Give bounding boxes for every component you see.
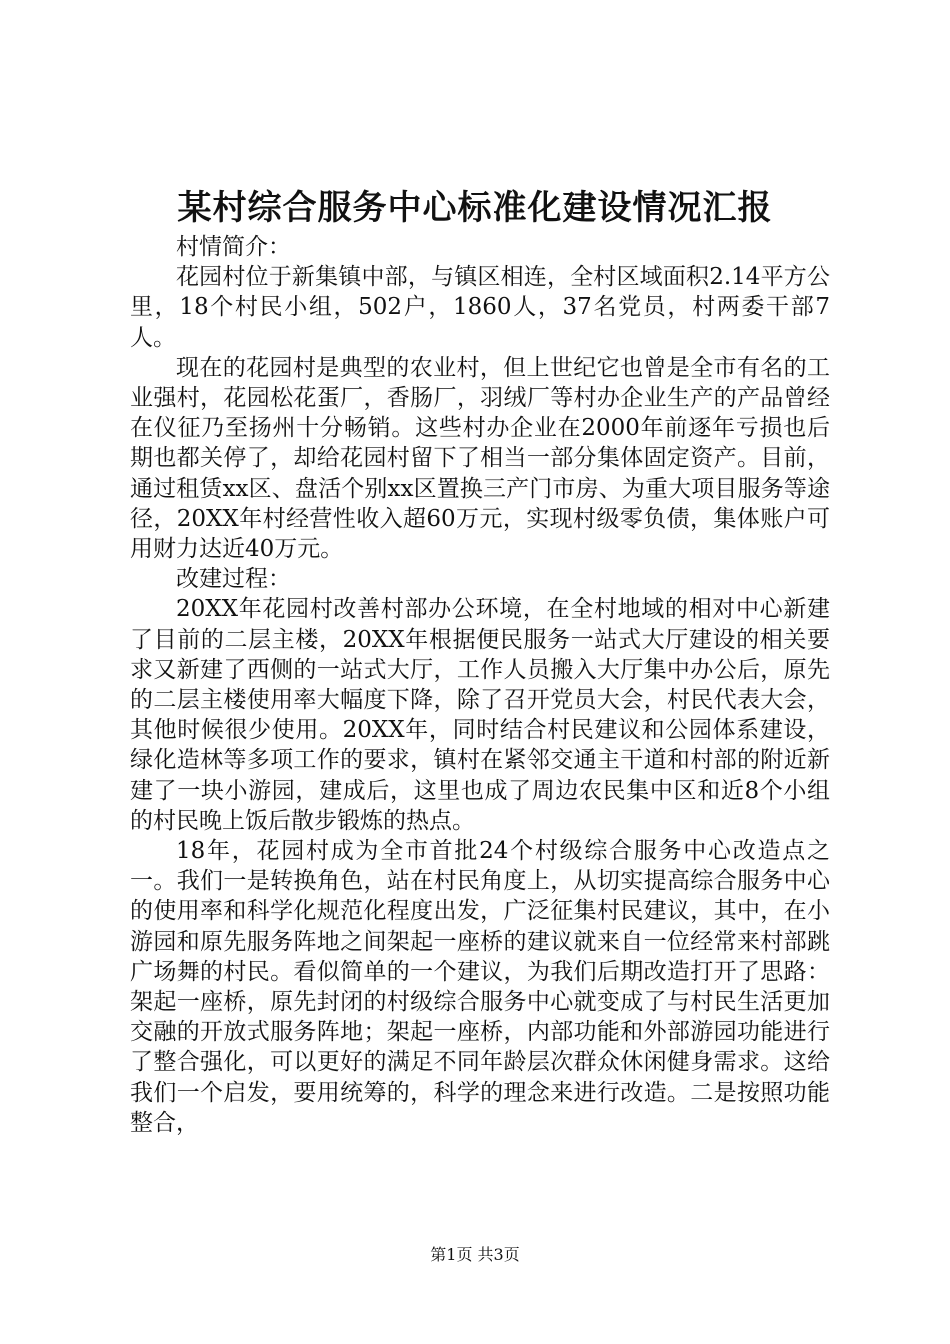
paragraph-renovation-background: 20XX年花园村改善村部办公环境，在全村地域的相对中心新建了目前的二层主楼，20XX年根据便民服务一站式大厅建设的相关要求又新建了西侧的一站式大厅，工作人员搬入大厅集中办公后，原先的二层主楼使用率大幅度下降，除了召开党员大会，村民代表大会，其他时候很少使用。20XX年，同时结合村民建议和公园体系建设，绿化造林等多项工作的要求，镇村在紧邻交通主干道和村部的附近新建了一块小游园，建成后，这里也成了周边农民集中区和近8个小组的村民晚上饭后散步锻炼的热点。 xyxy=(130,596,830,834)
paragraph-village-overview: 花园村位于新集镇中部，与镇区相连，全村区域面积2.14平方公里，18个村民小组，502户，1860人，37名党员，村两委干部7人。 xyxy=(130,264,830,351)
paragraph-renovation-approach: 18年，花园村成为全市首批24个村级综合服务中心改造点之一。我们一是转换角色，站在村民角度上，从切实提高综合服务中心的使用率和科学化规范化程度出发，广泛征集村民建议，其中，在小游园和原先服务阵地之间架起一座桥的建议就来自一位经常来村部跳广场舞的村民。看似简单的一个建议，为我们后期改造打开了思路：架起一座桥，原先封闭的村级综合服务中心就变成了与村民生活更加交融的开放式服务阵地；架起一座桥，内部功能和外部游园功能进行了整合强化，可以更好的满足不同年龄层次群众休闲健身需求。这给我们一个启发，要用统筹的，科学的理念来进行改造。二是按照功能整合， xyxy=(130,838,830,1136)
section-heading-village-profile: 村情简介： xyxy=(176,234,291,260)
page-number-footer: 第1页 共3页 xyxy=(430,1245,520,1264)
document-body xyxy=(130,232,830,1138)
document-title: 某村综合服务中心标准化建设情况汇报 xyxy=(177,188,773,228)
section-heading-renovation-process: 改建过程： xyxy=(176,566,291,593)
paragraph-village-history: 现在的花园村是典型的农业村，但上世纪它也曾是全市有名的工业强村，花园松花蛋厂，香肠厂，羽绒厂等村办企业生产的产品曾经在仪征乃至扬州十分畅销。这些村办企业在2000年前逐年亏损也后期也都关停了，却给花园村留下了相当一部分集体固定资产。目前，通过租赁xx区、盘活个别xx区置换三产门市房、为重大项目服务等途径，20XX年村经营性收入超60万元，实现村级零负债，集体账户可用财力达近40万元。 xyxy=(130,354,830,563)
